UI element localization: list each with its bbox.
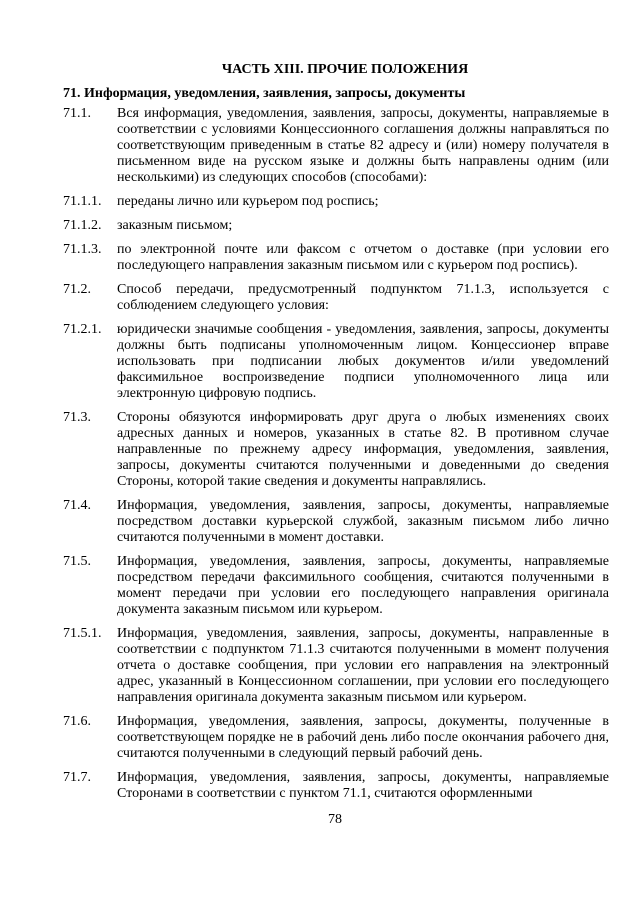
- page-number: 78: [328, 812, 342, 827]
- clause-text: Информация, уведомления, заявления, запросы, документы, направляемые Сторонами в соответствии с пунктом 71.1, считаются оформленными: [117, 770, 609, 801]
- clause-text: Информация, уведомления, заявления, запросы, документы, направленные в соответствии с подпунктом 71.1.3 считаются полученными в момент получения отчета о доставке сообщения, при условии его направления на электронный адрес, указанный в Концессионном соглашении, при условии его последующего направления оригинала документа заказным письмом или курьером.: [117, 626, 609, 705]
- clause: [63, 498, 609, 546]
- clause-text: юридически значимые сообщения - уведомления, заявления, запросы, документы должны быть подписаны уполномоченным лицом. Концессионер вправе использовать при подписании любых документов и/или уведомлений факсимильное воспроизведение подписи уполномоченного лица или электронную цифровую подпись.: [117, 322, 609, 401]
- part-title: ЧАСТЬ XIII. ПРОЧИЕ ПОЛОЖЕНИЯ: [221, 62, 469, 77]
- clause-number: 71.7.: [63, 770, 91, 785]
- clause: [63, 106, 609, 186]
- section-title: 71. Информация, уведомления, заявления, запросы, документы: [63, 86, 466, 101]
- clause-text: заказным письмом;: [117, 218, 233, 233]
- clause: [63, 282, 609, 314]
- clause-number: 71.5.1.: [63, 626, 102, 641]
- clause: [63, 194, 609, 210]
- clause: [63, 770, 609, 802]
- clause-number: 71.1.1.: [63, 194, 102, 209]
- clause: [63, 410, 609, 490]
- clause-number: 71.2.: [63, 282, 91, 297]
- clause: [63, 626, 609, 706]
- clause-number: 71.4.: [63, 498, 91, 513]
- clause: [63, 242, 609, 274]
- clause-number: 71.5.: [63, 554, 91, 569]
- clause-number: 71.2.1.: [63, 322, 102, 337]
- clause-number: 71.3.: [63, 410, 91, 425]
- clause-text: Вся информация, уведомления, заявления, запросы, документы, направляемые в соответствии с условиями Концессионного соглашения должны направляться по соответствующим приведенным в статье 82 адресу и (или) номеру получателя в письменном виде на русском языке и должны быть направлены одним (или несколькими) из следующих способов (способами):: [117, 106, 609, 185]
- clause-number: 71.6.: [63, 714, 91, 729]
- clause: [63, 322, 609, 402]
- clause-number: 71.1.2.: [63, 218, 102, 233]
- clause-text: Информация, уведомления, заявления, запросы, документы, полученные в соответствующем порядке не в рабочий день либо после окончания рабочего дня, считаются полученными в следующий первый рабочий день.: [117, 714, 609, 761]
- clause-text: по электронной почте или факсом с отчетом о доставке (при условии его последующего направления заказным письмом или с курьером под роспись).: [117, 242, 609, 273]
- clause: [63, 554, 609, 618]
- clause-text: Способ передачи, предусмотренный подпунктом 71.1.3, используется с соблюдением следующего условия:: [117, 282, 609, 313]
- clause-text: Информация, уведомления, заявления, запросы, документы, направляемые посредством передачи факсимильного сообщения, считаются полученными в момент передачи при условии его последующего направления оригинала документа заказным письмом или курьером.: [117, 554, 609, 617]
- clause-text: Стороны обязуются информировать друг друга о любых изменениях своих адресных данных и номеров, указанных в статье 82. В противном случае направленные по прежнему адресу информация, уведомления, заявления, запросы, документы считаются полученными и доведенными до сведения Стороны, которой такие сведения и документы направлялись.: [117, 410, 609, 489]
- clause-list: [63, 106, 609, 810]
- clause-text: Информация, уведомления, заявления, запросы, документы, направляемые посредством доставки курьерской службой, заказным письмом либо лично считаются полученными в момент доставки.: [117, 498, 609, 545]
- clause: [63, 714, 609, 762]
- clause-number: 71.1.3.: [63, 242, 102, 257]
- clause-number: 71.1.: [63, 106, 91, 121]
- clause-text: переданы лично или курьером под роспись;: [117, 194, 379, 209]
- clause: [63, 218, 609, 234]
